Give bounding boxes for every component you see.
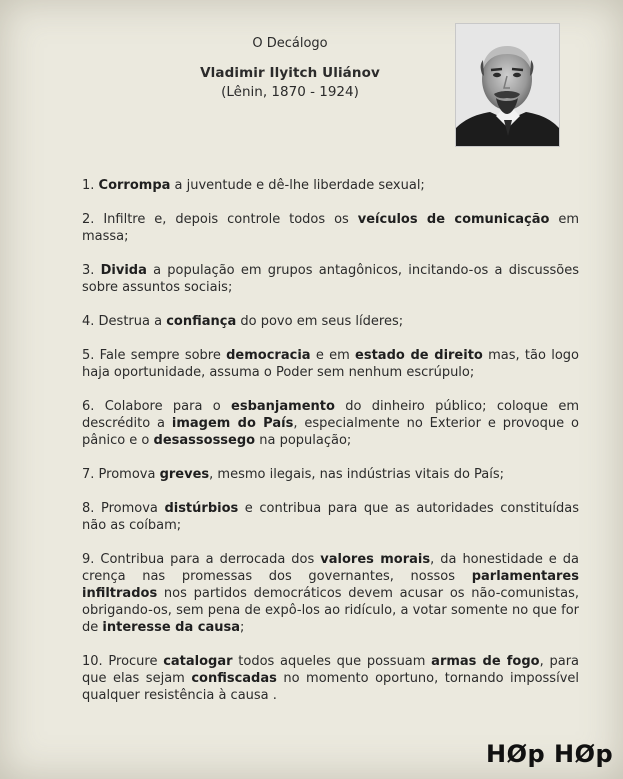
item-text: nos partidos democráticos devem acusar os não-comunistas, obrigando-os, sem pena de expô-los ao ridículo, a votar somente no que for de xyxy=(82,586,579,635)
item-text: todos aqueles que possuam xyxy=(232,654,432,669)
watermark-logo: HØp HØp xyxy=(486,740,614,768)
item-text: , da honestidade e da crença nas promessas dos governantes, nossos xyxy=(82,552,580,584)
item-text: 5. Fale sempre sobre xyxy=(82,348,227,363)
emphasized-text: democracia xyxy=(226,348,311,363)
portrait-image xyxy=(456,24,559,146)
item-text: 9. Contribua para a derrocada dos xyxy=(82,552,321,567)
author-name: Vladimir Ilyitch Uliánov xyxy=(200,65,380,81)
emphasized-text: veículos de comunicação xyxy=(357,212,550,227)
decalogue-list xyxy=(82,177,579,721)
emphasized-text: valores morais xyxy=(320,552,431,567)
item-text: na população; xyxy=(255,433,352,448)
item-text: , para que elas sejam xyxy=(82,654,579,686)
decalogue-item xyxy=(82,398,579,449)
decalogue-item xyxy=(82,262,579,296)
item-text: do povo em seus líderes; xyxy=(236,314,404,329)
item-text: no momento oportuno, tornando impossível qualquer resistência à causa . xyxy=(82,671,579,703)
portrait-photo xyxy=(455,23,560,147)
emphasized-text: interesse da causa xyxy=(102,620,241,635)
emphasized-text: confiscadas xyxy=(191,671,277,686)
item-text: do dinheiro público; coloque em descrédito a xyxy=(82,399,579,431)
item-text: e em xyxy=(310,348,356,363)
item-text: 3. xyxy=(82,263,101,278)
document-title: O Decálogo xyxy=(252,36,328,51)
emphasized-text: confiança xyxy=(166,314,237,329)
decalogue-item xyxy=(82,347,579,381)
item-text: 4. Destrua a xyxy=(82,314,167,329)
emphasized-text: imagem do País xyxy=(171,416,294,431)
item-text: 8. Promova xyxy=(82,501,165,516)
item-text: a população em grupos antagônicos, incitando-os a discussões sobre assuntos sociais; xyxy=(82,263,579,295)
emphasized-text: desassossego xyxy=(153,433,256,448)
emphasized-text: parlamentares infiltrados xyxy=(82,569,579,601)
decalogue-item xyxy=(82,500,579,534)
item-text: mas, tão logo haja oportunidade, assuma o Poder sem nenhum escrúpulo; xyxy=(82,348,579,380)
decalogue-item xyxy=(82,177,579,194)
emphasized-text: armas de fogo xyxy=(431,654,540,669)
author-lifespan: (Lênin, 1870 - 1924) xyxy=(221,84,359,100)
item-text: 7. Promova xyxy=(82,467,160,482)
emphasized-text: greves xyxy=(159,467,210,482)
emphasized-text: Divida xyxy=(100,263,147,278)
decalogue-item xyxy=(82,551,579,636)
decalogue-item xyxy=(82,653,579,704)
decalogue-item xyxy=(82,466,579,483)
document-header xyxy=(140,36,440,100)
decalogue-item xyxy=(82,211,579,245)
emphasized-text: Corrompa xyxy=(98,178,171,193)
item-text: , mesmo ilegais, nas indústrias vitais do País; xyxy=(209,467,505,482)
emphasized-text: esbanjamento xyxy=(231,399,335,414)
item-text: em massa; xyxy=(82,212,580,244)
item-text: ; xyxy=(240,620,245,635)
item-text: e contribua para que as autoridades constituídas não as coíbam; xyxy=(82,501,580,533)
emphasized-text: distúrbios xyxy=(164,501,239,516)
item-text: 10. Procure xyxy=(82,654,164,669)
decalogue-item xyxy=(82,313,579,330)
emphasized-text: catalogar xyxy=(163,654,233,669)
item-text: a juventude e dê-lhe liberdade sexual; xyxy=(170,178,425,193)
emphasized-text: estado de direito xyxy=(355,348,483,363)
item-text: 1. xyxy=(82,178,99,193)
item-text: 2. Infiltre e, depois controle todos os xyxy=(82,212,358,227)
item-text: 6. Colabore para o xyxy=(82,399,232,414)
item-text: , especialmente no Exterior e provoque o pânico e o xyxy=(82,416,579,448)
